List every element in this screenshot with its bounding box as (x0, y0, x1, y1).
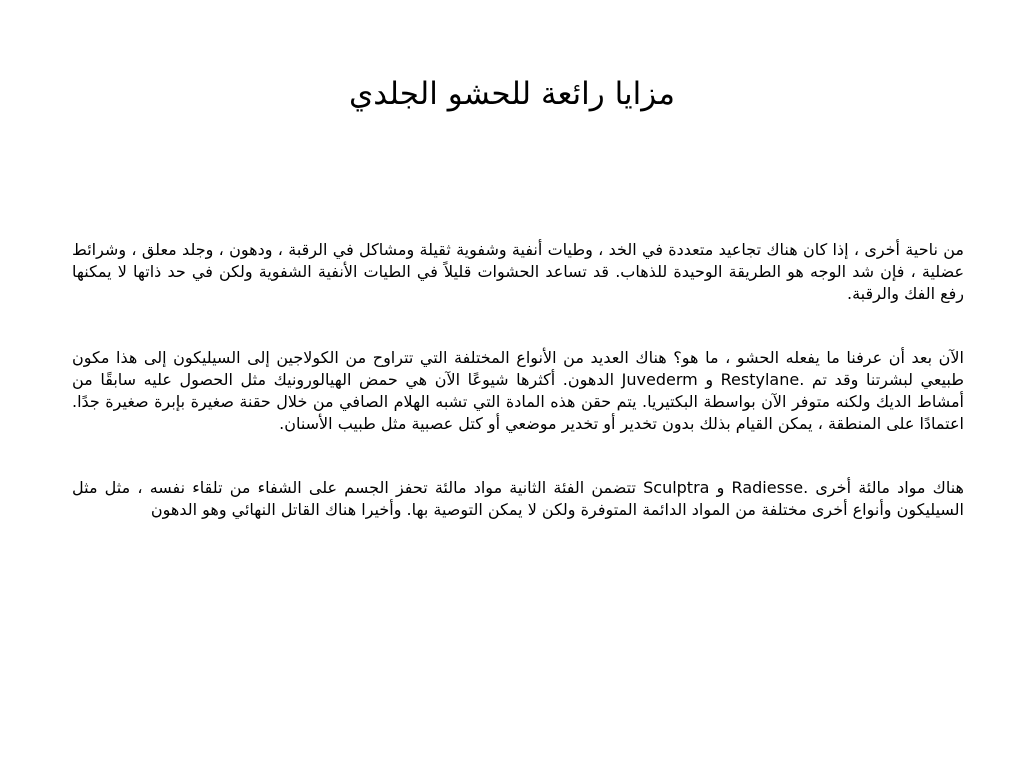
paragraph-2: الآن بعد أن عرفنا ما يفعله الحشو ، ما هو؟ هناك العديد من الأنواع المختلفة التي تتراوح من الكولاجين إلى السيليكون إلى هذا مكون طبيعي لبشرتنا وقد تم .Restylane و Juvederm الدهون. أكثرها شيوعًا الآن هي حمض الهيالورونيك مثل الحصول عليه سابقًا من أمشاط الديك ولكنه متوفر الآن بواسطة البكتيريا. يتم حقن هذه المادة التي تشبه الهلام الصافي من خلال حقنة صغيرة بإبرة صغيرة جدًا. اعتمادًا على المنطقة ، يمكن القيام بذلك بدون تخدير أو تخدير موضعي أو كتل عصبية مثل طبيب الأسنان. (72, 348, 964, 433)
paragraph-1: من ناحية أخرى ، إذا كان هناك تجاعيد متعددة في الخد ، وطيات أنفية وشفوية ثقيلة ومشاكل في الرقبة ، ودهون ، وجلد معلق ، وشرائط عضلية ، فإن شد الوجه هو الطريقة الوحيدة للذهاب. قد تساعد الحشوات قليلاً في الطيات الأنفية الشفوية ولكن في حد ذاتها لا يمكنها رفع الفك والرقبة. (72, 240, 964, 303)
paragraph-3: هناك مواد مالئة أخرى .Radiesse و Sculptra تتضمن الفئة الثانية مواد مالئة تحفز الجسم على الشفاء من تلقاء نفسه ، مثل مثل السيليكون وأنواع أخرى مختلفة من المواد الدائمة المتوفرة ولكن لا يمكن التوصية بها. وأخيرا هناك القاتل النهائي وهو الدهون (72, 478, 964, 519)
slide-body (72, 239, 964, 521)
slide-title: مزايا رائعة للحشو الجلدي (349, 76, 675, 112)
